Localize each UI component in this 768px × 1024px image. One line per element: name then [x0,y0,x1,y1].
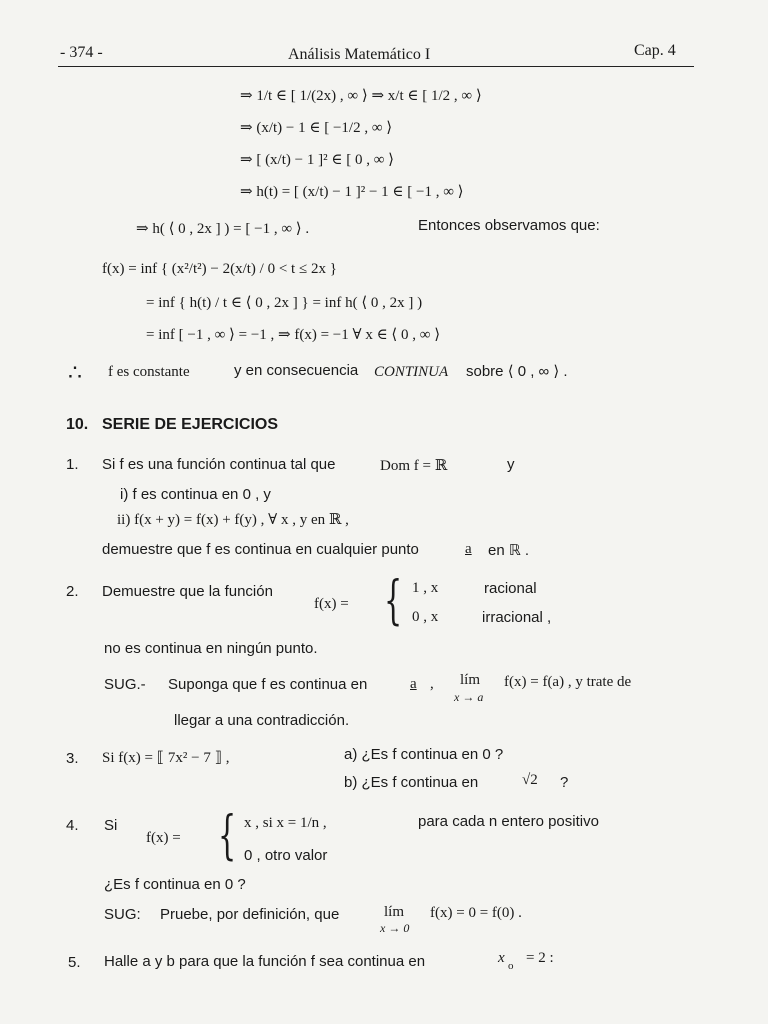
ex4-number: 4. [66,817,79,834]
ex2-number: 2. [66,583,79,600]
ex1-and: y [507,456,515,473]
page-number: - 374 - [60,44,103,61]
ex4-limit-eq: f(x) = 0 = f(0) . [430,905,522,921]
ex3-function: Si f(x) = ⟦ 7x² − 7 ⟧ , [102,750,230,766]
proof-remark: Entonces observamos que: [418,217,600,234]
proof-line-1: ⇒ 1/t ∈ [ 1/(2x) , ∞ ⟩ ⇒ x/t ∈ [ 1/2 , ∞ ⟩ [240,88,482,104]
ex2-sug-end: llegar a una contradicción. [174,712,350,729]
ex3-question-a: a) ¿Es f continua en 0 ? [344,746,504,763]
ex2-case-1: 1 , x [412,580,439,596]
ex3-question-b: b) ¿Es f continua en [344,774,479,791]
ex4-question: ¿Es f continua en 0 ? [104,876,246,893]
ex4-brace: { [218,806,237,866]
ex5-text: Halle a y b para que la función f sea continua en [104,953,426,970]
section-number: 10. [66,416,89,433]
conclusion-4: sobre ⟨ 0 , ∞ ⟩ . [466,363,568,380]
inf-line-3: = inf [ −1 , ∞ ⟩ = −1 , ⇒ f(x) = −1 ∀ x ∈ ⟨ 0 , ∞ ⟩ [146,327,441,343]
therefore-symbol: ∴ [68,360,82,385]
inf-line-1: f(x) = inf { (x²/t²) − 2(x/t) / 0 < t ≤ 2x } [102,261,337,277]
ex2-text: Demuestre que la función [102,583,273,600]
ex2-case-1-label: racional [484,580,537,597]
chapter-label: Cap. 4 [634,42,676,59]
ex2-brace: { [384,571,403,631]
ex1-domain: Dom f = ℝ [380,458,448,474]
ex1-number: 1. [66,456,79,473]
conclusion-continua: CONTINUA [374,364,449,380]
proof-line-5: ⇒ h( ⟨ 0 , 2x ] ) = [ −1 , ∞ ⟩ . [136,221,310,237]
section-title: SERIE DE EJERCICIOS [102,416,279,433]
ex2-limit: lím [460,672,481,688]
ex1-condition-ii: ii) f(x + y) = f(x) + f(y) , ∀ x , y en ℝ , [117,512,349,528]
ex2-limit-sub: x → a [454,690,484,704]
ex3-sqrt2: √2 [522,772,538,788]
ex2-sug-comma: , [430,676,434,692]
ex2-statement: no es continua en ningún punto. [104,640,318,657]
ex4-sug-label: SUG: [104,906,141,923]
ex2-case-2: 0 , x [412,609,439,625]
ex4-fx: f(x) = [146,830,181,846]
ex1-demand: demuestre que f es continua en cualquier punto [102,541,419,558]
header-rule [58,66,694,67]
ex4-case-1-label: para cada n entero positivo [418,813,599,830]
ex5-x-sub: o [508,960,514,972]
ex2-limit-eq: f(x) = f(a) , y trate de [504,674,632,690]
ex5-eq: = 2 : [526,950,554,966]
ex5-number: 5. [68,954,81,971]
ex4-sug-text: Pruebe, por definición, que [160,906,340,923]
inf-line-2: = inf { h(t) / t ∈ ⟨ 0 , 2x ] } = inf h( ⟨ 0 , 2x ] ) [146,295,423,311]
ex4-limit: lím [384,904,405,920]
ex2-sug-label: SUG.- [104,676,146,693]
proof-line-3: ⇒ [ (x/t) − 1 ]² ∈ [ 0 , ∞ ⟩ [240,152,394,168]
proof-line-4: ⇒ h(t) = [ (x/t) − 1 ]² − 1 ∈ [ −1 , ∞ ⟩ [240,184,464,200]
ex4-si: Si [104,817,118,834]
conclusion-1: f es constante [108,364,190,380]
ex2-sug-text: Suponga que f es continua en [168,676,368,693]
book-title: Análisis Matemático I [288,46,431,63]
conclusion-2: y en consecuencia [234,362,359,379]
ex5-x: x [498,950,505,966]
ex2-fx: f(x) = [314,596,349,612]
ex1-demand-end: en ℝ . [488,542,530,559]
ex2-case-2-label: irracional , [482,609,552,626]
ex3-question-b-end: ? [560,774,569,791]
ex2-sug-a: a [410,676,417,692]
ex1-condition-i: i) f es continua en 0 , y [120,486,271,503]
ex4-case-2: 0 , otro valor [244,847,328,864]
ex4-case-1: x , si x = 1/n , [244,815,327,831]
ex3-number: 3. [66,750,79,767]
proof-line-2: ⇒ (x/t) − 1 ∈ [ −1/2 , ∞ ⟩ [240,120,393,136]
ex1-point-a: a [465,541,472,557]
ex4-limit-sub: x → 0 [380,921,410,935]
ex1-text: Si f es una función continua tal que [102,456,336,473]
